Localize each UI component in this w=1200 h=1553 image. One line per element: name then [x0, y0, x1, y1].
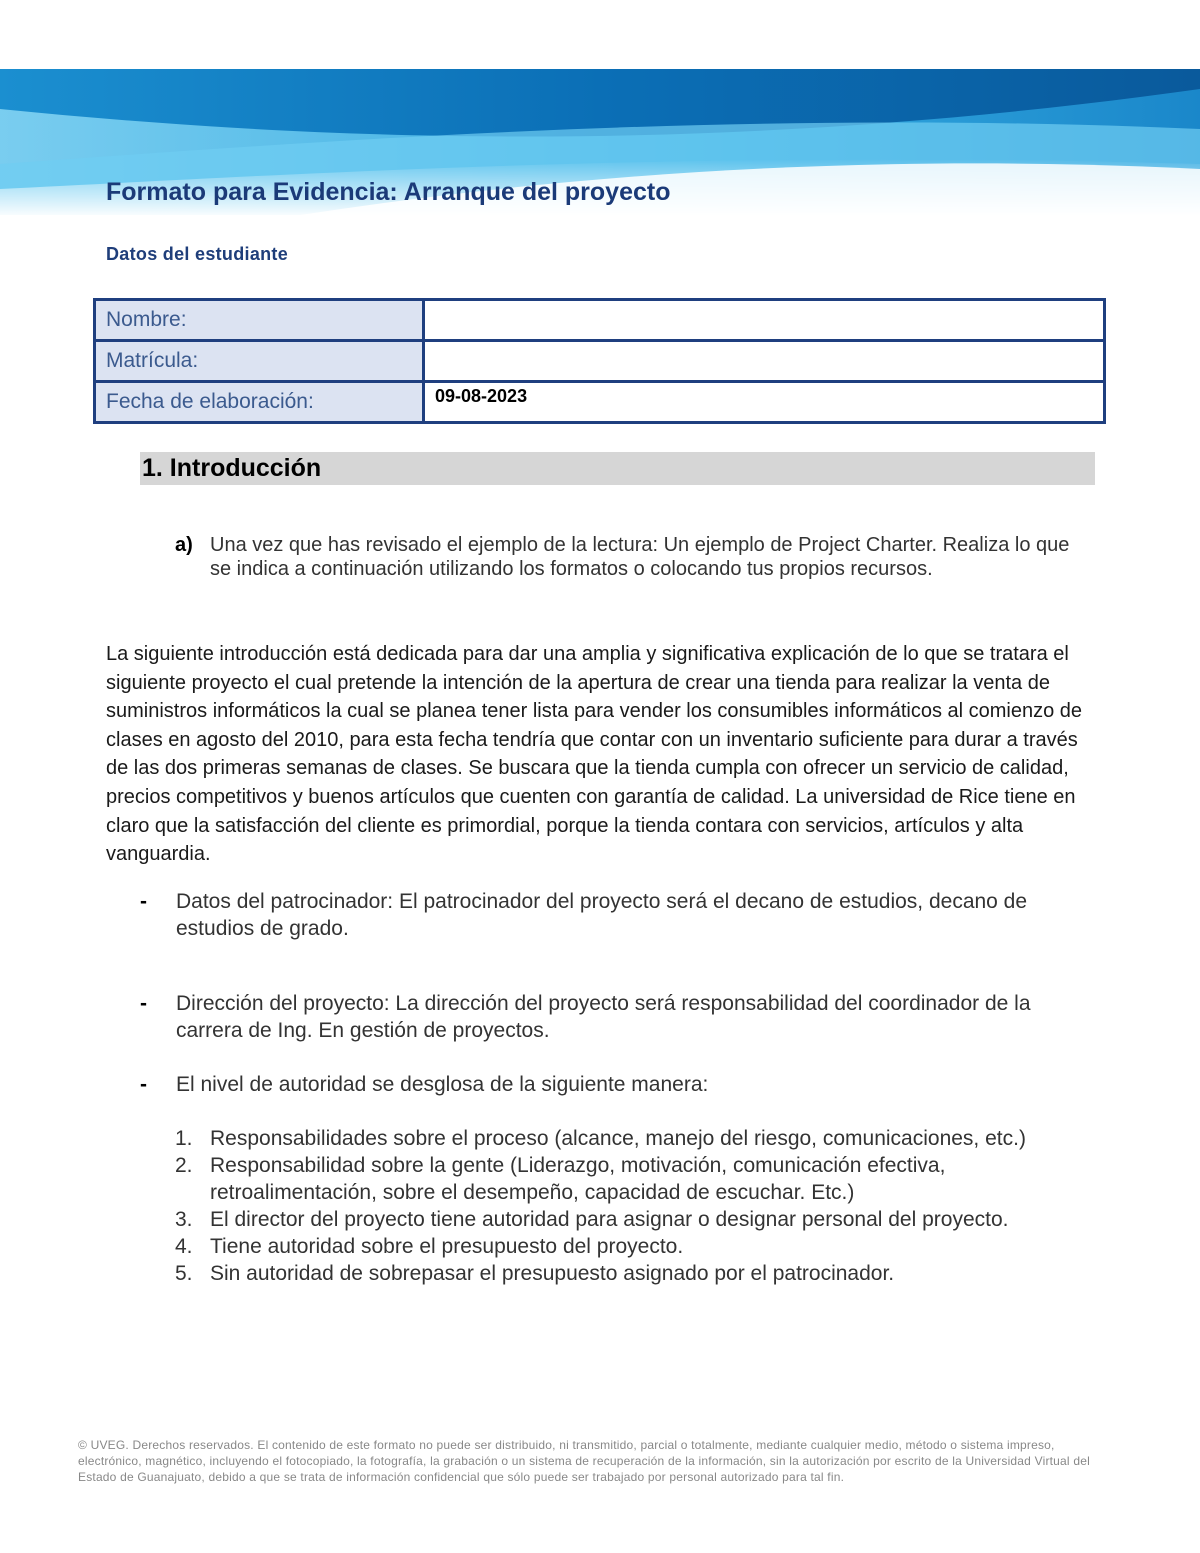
bullet-marker: - — [140, 890, 147, 913]
bullet-text: Dirección del proyecto: La dirección del proyecto será responsabilidad del coordinador de la carrera de Ing. En gestión de proyectos. — [176, 992, 1031, 1042]
table-row — [95, 382, 1105, 423]
instruction-marker: a) — [175, 534, 193, 556]
list-number: 4. — [175, 1235, 193, 1258]
student-data-table — [93, 298, 1106, 424]
list-text: Responsabilidades sobre el proceso (alcance, manejo del riesgo, comunicaciones, etc.) — [210, 1127, 1026, 1150]
intro-paragraph: La siguiente introducción está dedicada para dar una amplia y significativa explicación de lo que se tratara el siguiente proyecto el cual pretende la intención de la apertura de crear una tienda para realizar la venta de suministros informáticos la cual se planea tener lista para vender los consumibles informáticos al comienzo de clases en agosto del 2010, para esta fecha tendría que contar con un inventario suficiente para durar a través de las dos primeras semanas de clases. Se buscara que la tienda cumpla con ofrecer un servicio de calidad, precios competitivos y buenos artículos que cuenten con garantía de calidad. La universidad de Rice tiene en claro que la satisfacción del cliente es primordial, porque la tienda contara con servicios, artículos y alta vanguardia. — [106, 643, 1083, 866]
instruction-text: Una vez que has revisado el ejemplo de la lectura: Un ejemplo de Project Charter. Realiza lo que se indica a continuación utilizando los formatos o colocando tus propios recursos. — [210, 534, 1070, 580]
name-value[interactable] — [424, 300, 1105, 341]
date-label: Fecha de elaboración: — [95, 382, 424, 423]
list-text: El director del proyecto tiene autoridad para asignar o designar personal del proyecto. — [210, 1208, 1009, 1231]
student-data-heading: Datos del estudiante — [106, 244, 289, 264]
instruction-item — [175, 533, 1085, 581]
authority-list — [175, 1125, 1095, 1287]
list-number: 5. — [175, 1262, 193, 1285]
section-heading: 1. Introducción — [142, 454, 322, 482]
bullet-text: El nivel de autoridad se desglosa de la siguiente manera: — [176, 1073, 709, 1096]
bullet-text: Datos del patrocinador: El patrocinador del proyecto será el decano de estudios, decano de estudios de grado. — [176, 890, 1028, 940]
bullet-marker: - — [140, 992, 147, 1015]
date-value[interactable]: 09-08-2023 — [424, 382, 1105, 423]
list-number: 1. — [175, 1127, 193, 1150]
enrollment-value[interactable] — [424, 341, 1105, 382]
copyright-footer: © UVEG. Derechos reservados. El contenido de este formato no puede ser distribuido, ni transmitido, parcial o totalmente, mediante cualquier medio, método o sistema impreso, electrónico, magnético, incluyendo el fotocopiado, la fotografía, la grabación o un sistema de recuperación de la información, sin la autorización por escrito de la Universidad Virtual del Estado de Guanajuato, debido a que se trata de información confidencial que sólo puede ser trabajado por personal autorizado para tal fin. — [78, 1438, 1090, 1484]
bullet-marker: - — [140, 1073, 147, 1096]
list-text: Tiene autoridad sobre el presupuesto del proyecto. — [210, 1235, 684, 1258]
list-item — [175, 1206, 1095, 1233]
enrollment-label: Matrícula: — [95, 341, 424, 382]
document-title: Formato para Evidencia: Arranque del proyecto — [106, 178, 671, 206]
list-item — [140, 990, 1100, 1044]
list-text: Sin autoridad de sobrepasar el presupuesto asignado por el patrocinador. — [210, 1262, 895, 1285]
list-item — [175, 1233, 1095, 1260]
section-heading-bar — [140, 452, 1095, 485]
list-item — [175, 1260, 1095, 1287]
list-item — [175, 1152, 1095, 1206]
list-item — [140, 888, 1100, 942]
list-text: Responsabilidad sobre la gente (Liderazgo, motivación, comunicación efectiva, retroalimentación, sobre el desempeño, capacidad de escuchar. Etc.) — [210, 1154, 946, 1204]
list-item — [140, 1071, 1100, 1098]
name-label: Nombre: — [95, 300, 424, 341]
list-number: 2. — [175, 1154, 193, 1177]
list-item — [175, 1125, 1095, 1152]
list-number: 3. — [175, 1208, 193, 1231]
table-row — [95, 300, 1105, 341]
table-row — [95, 341, 1105, 382]
